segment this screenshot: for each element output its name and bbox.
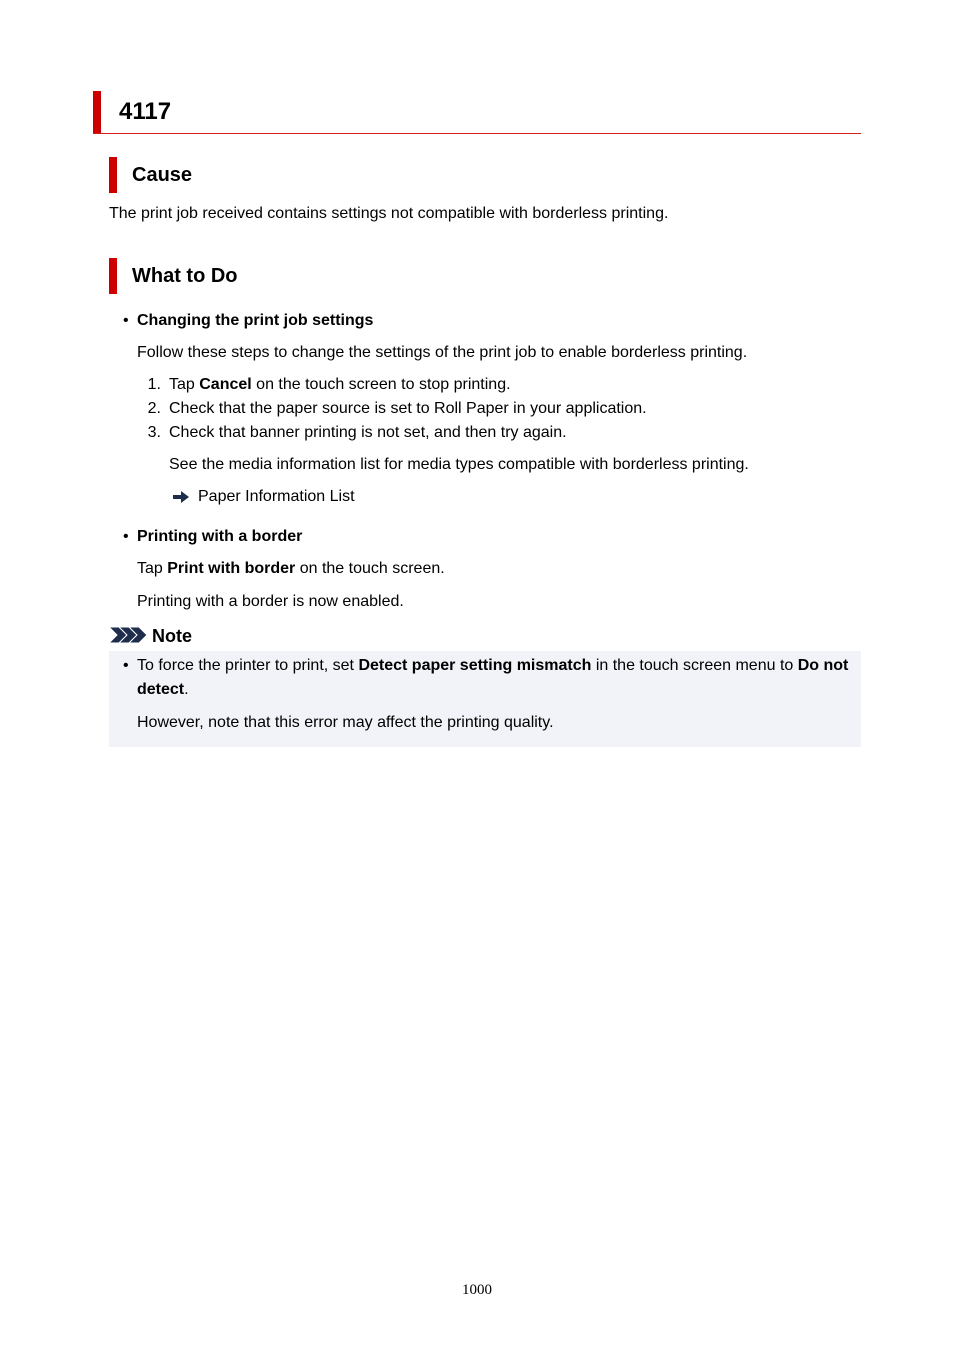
section-accent-bar xyxy=(109,157,117,193)
note-chevrons-icon xyxy=(109,627,147,643)
bullet-dot: • xyxy=(123,528,129,545)
section-accent-bar xyxy=(109,258,117,294)
step-3-note: See the media information list for media types compatible with borderless printing. xyxy=(169,456,749,473)
arrow-right-icon xyxy=(173,491,189,503)
item2-line1: Tap Print with border on the touch screen. xyxy=(137,560,445,577)
cause-text: The print job received contains settings not compatible with borderless printing. xyxy=(109,205,669,222)
step-number: 2. xyxy=(147,400,161,417)
what-to-do-heading: What to Do xyxy=(132,265,238,287)
title-accent-bar xyxy=(93,91,101,133)
bullet-dot: • xyxy=(123,657,129,674)
item2-line2: Printing with a border is now enabled. xyxy=(137,593,404,610)
step-2-text: Check that the paper source is set to Roll Paper in your application. xyxy=(169,400,647,417)
page-number: 1000 xyxy=(462,1282,492,1298)
item1-heading: Changing the print job settings xyxy=(137,312,374,329)
bullet-dot: • xyxy=(123,312,129,329)
step-number: 1. xyxy=(147,376,161,393)
item1-intro: Follow these steps to change the settings of the print job to enable borderless printing. xyxy=(137,344,748,361)
note-paragraph-1-line-2: detect. xyxy=(137,681,189,698)
step-number: 3. xyxy=(147,424,161,441)
page-title-header xyxy=(93,91,861,134)
item2-heading: Printing with a border xyxy=(137,528,303,545)
step-3-text: Check that banner printing is not set, and then try again. xyxy=(169,424,567,441)
paper-information-list-link[interactable]: Paper Information List xyxy=(198,488,355,505)
step-1-text: Tap Cancel on the touch screen to stop printing. xyxy=(169,376,511,393)
cause-heading: Cause xyxy=(132,164,193,186)
note-label: Note xyxy=(152,626,192,646)
note-paragraph-1-line-1: To force the printer to print, set Detect paper setting mismatch in the touch screen menu to Do not xyxy=(137,657,849,674)
note-paragraph-2: However, note that this error may affect the printing quality. xyxy=(137,714,554,731)
page-title: 4117 xyxy=(119,98,172,125)
